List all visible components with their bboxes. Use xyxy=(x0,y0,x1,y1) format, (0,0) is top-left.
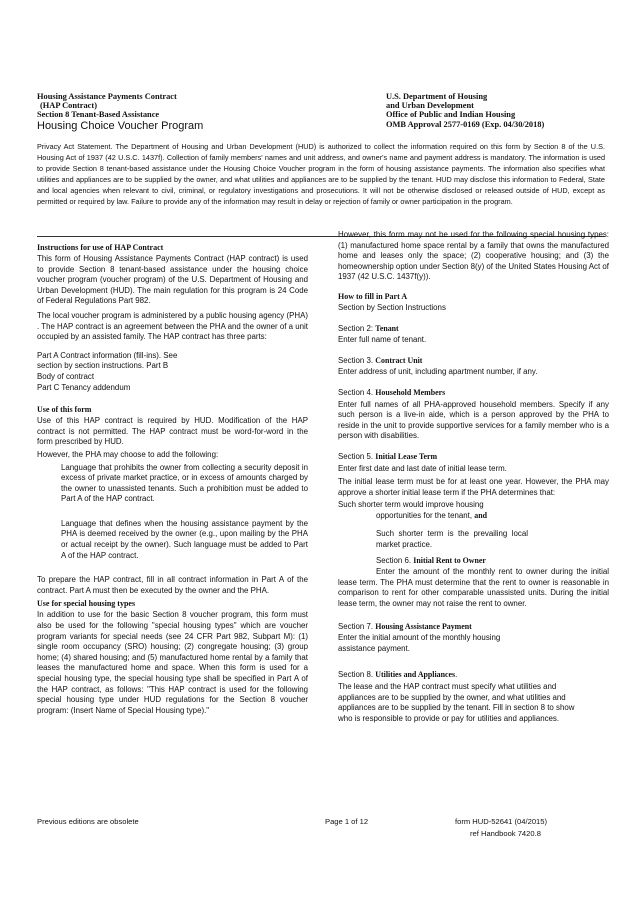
special-housing-heading: Use for special housing types xyxy=(37,599,136,609)
section-7-text: Enter the initial amount of the monthly housing assistance payment. xyxy=(338,633,501,653)
parts-line: Part C Tenancy addendum xyxy=(37,382,131,392)
privacy-act-statement xyxy=(37,141,605,207)
section-5-text-2: The initial lease term must be for at least one year. However, the PHA may approve a shorter initial lease term if the PHA determines that: xyxy=(338,477,609,497)
contract-parts-list xyxy=(37,351,308,393)
header-agency: U.S. Department of Housing xyxy=(386,92,488,101)
instructions-paragraph-1: This form of Housing Assistance Payments Contract (HAP contract) is used to provide Section 8 tenant-based assistance under the housing choice voucher program (voucher program) of the U.S. Department of Housing and Urban Development (HUD). The main regulation for this program is 24 Code of Federal Regulations Part 982. xyxy=(37,254,308,306)
section-3-text: Enter address of unit, including apartment number, if any. xyxy=(338,367,538,377)
instructions-heading: Instructions for use of HAP Contract xyxy=(37,243,164,252)
header-right xyxy=(386,92,544,129)
right-column xyxy=(338,230,609,728)
use-of-form-heading: Use of this form xyxy=(37,405,92,415)
footer-page-number: Page 1 of 12 xyxy=(325,817,369,826)
use-indented-2: Language that defines when the housing assistance payment by the PHA is deemed received by the owner (e.g., upon mailing by the PHA or actual receipt by the owner). Such language must be added to Part A of the HAP contract. xyxy=(61,518,308,560)
left-column xyxy=(37,243,308,720)
section-4-heading: Section 4. Household Members xyxy=(338,387,446,397)
footer-form-number: form HUD-52641 (04/2015) xyxy=(455,817,548,826)
footer-handbook-ref: ref Handbook 7420.8 xyxy=(470,829,541,838)
header-section-label: Section 8 Tenant-Based Assistance xyxy=(37,110,160,119)
special-housing-exclusions: However, this form may not be used for the following special housing types: (1) manufactured home space rental by a family that owns the manufactured home and leases only the space; (2) cooperative housing; and (3) the homeownership option under Section 8(y) of the United States Housing Act of 1937 (42 U.S.C. 1437f(y)). xyxy=(338,230,609,282)
parts-line: Body of contract xyxy=(37,371,95,381)
section-2-heading: Section 2: Tenant xyxy=(338,323,399,333)
section-7-heading: Section 7. Housing Assistance Payment xyxy=(338,621,472,631)
use-indented-1: Language that prohibits the owner from collecting a security deposit in excess of private market practice, or in excess of amounts charged by the owner to unassisted tenants. Such a prohibition must be added to Part A of the HAP contract. xyxy=(61,462,308,504)
instructions-paragraph-2: The local voucher program is administered by a public housing agency (PHA) . The HAP contract is an agreement between the PHA and the owner of a unit occupied by an assisted family. The HAP contract has three parts: xyxy=(37,310,308,342)
section-6-text: Enter the amount of the monthly rent to owner during the initial lease term. The PHA must determine that the rent to owner is reasonable in comparison to rent for other comparable unassisted units. During the initial lease term, the owner may not raise the rent to owner. xyxy=(338,567,609,609)
section-5-text-5: Such shorter term is the prevailing local market practice. xyxy=(376,529,528,550)
section-5-text-3: Such shorter term would improve housing xyxy=(338,500,484,510)
section-3-heading: Section 3. Contract Unit xyxy=(338,355,423,365)
fill-in-subheading: Section by Section Instructions xyxy=(338,302,446,312)
use-paragraph-2: However, the PHA may choose to add the following: xyxy=(37,449,219,459)
special-housing-paragraph: In addition to use for the basic Section 8 voucher program, this form must also be used for the following "special housing types" which are voucher program variants for special needs (see 24 CFR Part 982, Subpart M): (1) single room occupancy (SRO) housing; (2) congregate housing; (3) group home; (4) shared housing; and (5) manufactured home rental by a family that leases the manufactured home and space. When this form is used for a special housing type, the special housing type shall be specified in Part A of the HAP contract, as follows: "This HAP contract is used for the following special housing type under HUD regulations for the Section 8 voucher program: (Insert Name of Special Housing type)." xyxy=(37,610,308,715)
header-office: Office of Public and Indian Housing xyxy=(386,110,516,119)
header-left xyxy=(37,92,177,119)
parts-line: section by section instructions. Part B xyxy=(37,361,169,371)
footer-obsolete-note: Previous editions are obsolete xyxy=(37,817,139,826)
header-title: Housing Assistance Payments Contract xyxy=(37,92,177,101)
parts-line: Part A Contract information (fill-ins). See xyxy=(37,350,178,360)
privacy-act-label: Privacy Act Statement. xyxy=(37,142,113,151)
header-program-name: Housing Choice Voucher Program xyxy=(37,120,204,132)
section-5-text-1: Enter first date and last date of initial lease term. xyxy=(338,463,507,473)
section-8-text: The lease and the HAP contract must specify what utilities and appliances are to be supplied by the owner, and what utilities and appliances are to be supplied by the tenant. Fill in section 8 to show who is responsible to provide or pay for utilities and appliances. xyxy=(338,682,575,723)
use-paragraph-1: Use of this HAP contract is required by HUD. Modification of the HAP contract is not permitted. The HAP contract must be word-for-word in the form prescribed by HUD. xyxy=(37,416,308,447)
section-5-text-4: opportunities for the tenant, and xyxy=(376,510,488,520)
privacy-act-text: The Department of Housing and Urban Development (HUD) is authorized to collect the information required on this form by Section 8 of the U.S. Housing Act of 1937 (42 U.S.C. 1437f). Collection of family members' names and unit address, and owner's name and payment address is mandatory. The information is used to provide Section 8 tenant-based assistance under the Housing Choice Voucher program in the form of housing assistance payments. The information also specifies what utilities and appliances are to be supplied by the owner, and what utilities and appliances are to be supplied by the tenant. HUD may disclose this information to Federal, State and local agencies when relevant to civil, criminal, or regulatory investigations and prosecutions. It will not be otherwise disclosed or released outside of HUD, except as permitted or required by law. Failure to provide any of the information may result in delay or rejection of family or owner participation in the program. xyxy=(37,142,605,206)
section-4-text: Enter full names of all PHA-approved household members. Specify if any such person is a live-in aide, which is a person approved by the PHA to reside in the unit to provide supportive services for a family member who is a person with disabilities. xyxy=(338,399,609,441)
section-6-heading: Section 6. Initial Rent to Owner xyxy=(376,555,486,565)
section-5-heading: Section 5. Initial Lease Term xyxy=(338,451,438,461)
header-agency-line2: and Urban Development xyxy=(386,101,474,110)
header-omb-approval: OMB Approval 2577-0169 (Exp. 04/30/2018) xyxy=(386,120,545,129)
use-paragraph-3: To prepare the HAP contract, fill in all contract information in Part A of the contract. Part A must then be executed by the owner and the PHA. xyxy=(37,575,308,595)
section-8-heading: Section 8. Utilities and Appliances. xyxy=(338,670,458,680)
header-subtitle: (HAP Contract) xyxy=(40,101,97,110)
section-2-text: Enter full name of tenant. xyxy=(338,335,427,345)
fill-in-heading: How to fill in Part A xyxy=(338,291,408,301)
